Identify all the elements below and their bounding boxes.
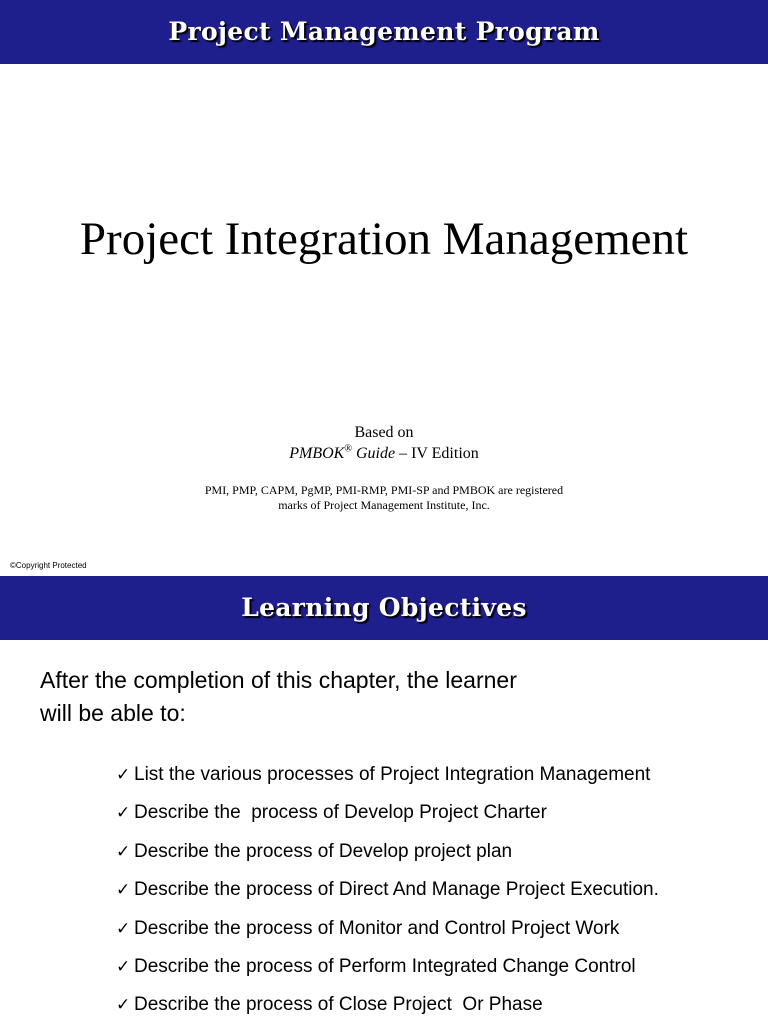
objectives-slide <box>0 576 768 1024</box>
objective-text: List the various processes of Project Integration Management <box>134 764 651 785</box>
objective-text: Describe the process of Monitor and Control Project Work <box>134 917 620 939</box>
intro-line-2: will be able to: <box>40 700 186 726</box>
intro-line-1: After the completion of this chapter, the learner <box>40 667 517 693</box>
objective-item <box>116 798 659 836</box>
objective-item <box>116 952 659 990</box>
objectives-banner: Learning Objectives <box>0 576 768 640</box>
check-icon: ✓ <box>116 803 131 824</box>
objective-item <box>116 990 659 1024</box>
check-icon: ✓ <box>116 995 131 1016</box>
pmbok-name: PMBOK <box>289 445 345 462</box>
trademark-line-2: marks of Project Management Institute, Inc. <box>278 498 490 512</box>
copyright-notice: ©Copyright Protected <box>10 561 87 570</box>
based-on-block <box>0 422 768 464</box>
check-icon: ✓ <box>116 880 131 901</box>
slide-title: Project Integration Management <box>79 213 689 265</box>
intro-text <box>40 664 680 730</box>
edition-line <box>0 443 768 464</box>
check-icon: ✓ <box>116 841 131 862</box>
objective-text: Describe the process of Develop Project Charter <box>134 802 547 824</box>
check-icon: ✓ <box>116 956 131 977</box>
edition-text: – IV Edition <box>395 445 479 462</box>
objective-item <box>116 914 659 952</box>
program-banner: Project Management Program <box>0 0 768 64</box>
objective-item <box>116 760 659 798</box>
registered-mark: ® <box>344 443 352 455</box>
objective-text: Describe the process of Perform Integrated Change Control <box>134 955 636 977</box>
objective-item <box>116 837 659 875</box>
trademark-line-1: PMI, PMP, CAPM, PgMP, PMI-RMP, PMI-SP and PMBOK are registered <box>204 483 564 497</box>
based-on-label: Based on <box>354 424 414 441</box>
objective-text: Describe the process of Direct And Manage Project Execution. <box>134 879 659 901</box>
objective-item <box>116 875 659 913</box>
check-icon: ✓ <box>116 765 131 785</box>
check-icon: ✓ <box>116 918 131 939</box>
objectives-list <box>116 760 659 1024</box>
objective-text: Describe the process of Close Project Or Phase <box>134 994 543 1016</box>
objective-text: Describe the process of Develop project plan <box>134 840 513 862</box>
trademark-notice <box>0 483 768 513</box>
guide-word: Guide <box>351 445 396 462</box>
